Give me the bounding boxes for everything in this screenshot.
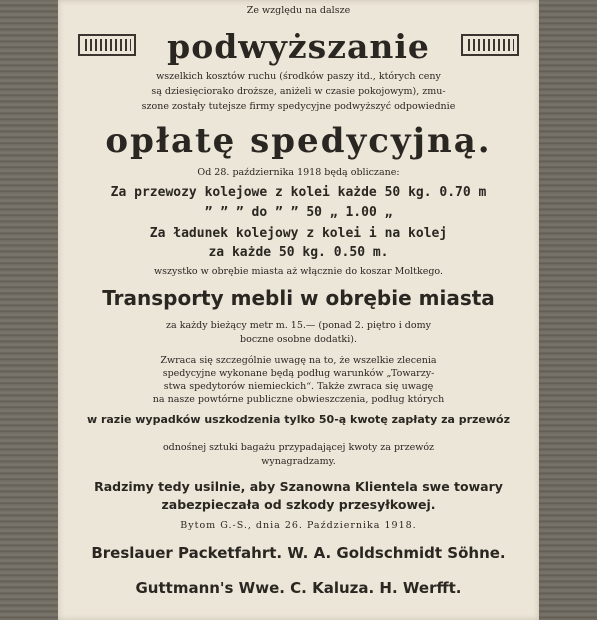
furniture-line-1: za każdy bieżący metr m. 15.— (ponad 2. piętro i domy [166,320,431,331]
body-line-1: wszelkich kosztów ruchu (środków paszy itd., których ceny [156,71,441,82]
headline-transporty: Transporty mebli w obrębie miasta [102,286,495,310]
attention-line-1: Zwraca się szczególnie uwagę na to, że wszelkie zlecenia [160,355,437,366]
attention-line-2: spedycyjne wykonane będą podług warunków „Towarzy- [162,368,435,379]
firm-signatures-2: Guttmann's Wwe. C. Kaluza. H. Werfft. [135,579,462,597]
attention-line-4: na nasze powtórne publiczne obwieszczenia, podług których [152,394,445,405]
firm-signatures-1: Breslauer Packetfahrt. W. A. Goldschmidt Söhne. [91,544,506,562]
body-line-3: szone zostały tutejsze firmy spedycyjne podwyższyć odpowiednie [141,101,456,112]
damage-clause: w razie wypadków uszkodzenia tylko 50-ą kwotę zapłaty za przewóz [86,413,511,426]
newspaper-notice [58,0,539,620]
body-line-2: są dziesięciorako droższe, aniżeli w czasie pokojowym), zmu- [151,86,446,97]
left-margin-frame [0,0,58,620]
rate-line-1: Za przewozy kolejowe z kolei każde 50 kg. 0.70 m [110,185,487,200]
advice-line-2: zabezpieczała od szkody przesyłkowej. [161,497,436,512]
tail-line-2: wynagradzamy. [261,456,336,467]
right-margin-frame [539,0,597,620]
headline-oplata: opłatę spedycyjną. [105,121,492,161]
headline-podwyzszanie: podwyższanie [167,27,430,66]
rate-line-4: za każde 50 kg. 0.50 m. [208,245,389,260]
rate-line-3: Za ładunek kolejowy z kolei i na kolej [149,226,448,241]
attention-line-3: stwa spedytorów niemieckich“. Także zwraca się uwagę [163,381,434,392]
rate-line-2: ” ” ” do ” ” 50 „ 1.00 „ [204,205,393,220]
advice-line-1: Radzimy tedy usilnie, aby Szanowna Klientela swe towary [94,479,503,494]
place-date: Bytom G.-S., dnia 26. Października 1918. [180,520,417,531]
scope-line: wszystko w obrębie miasta aż włącznie do koszar Moltkego. [154,266,443,277]
tail-line-1: odnośnej sztuki bagażu przypadającej kwoty za przewóz [162,442,435,453]
intro-text: Ze względu na dalsze [246,5,351,16]
date-line: Od 28. października 1918 będą obliczane: [197,167,400,178]
furniture-line-2: boczne osobne dodatki). [240,334,357,345]
